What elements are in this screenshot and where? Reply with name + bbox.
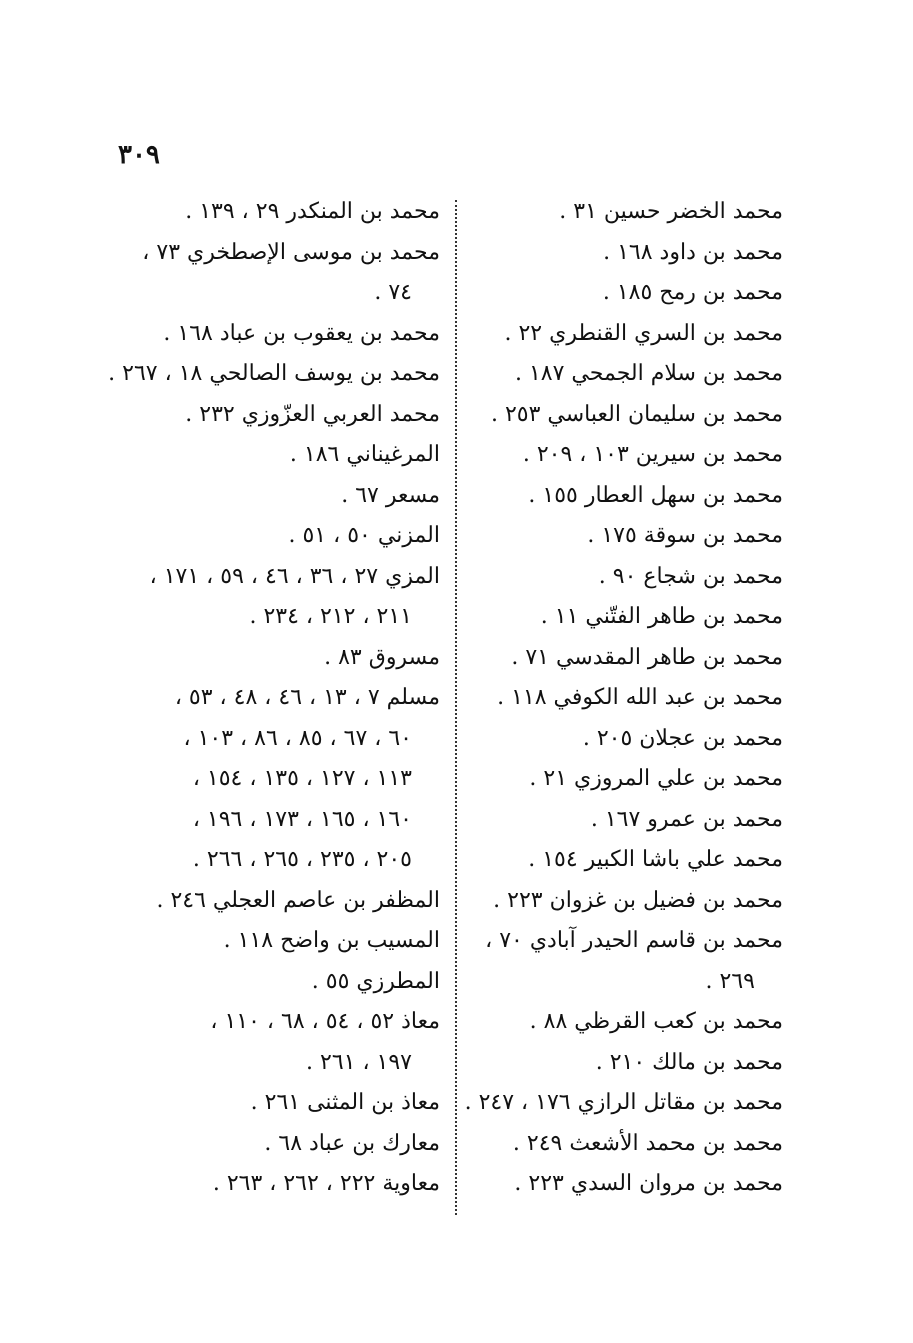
column-divider bbox=[455, 200, 457, 1215]
index-entry: مسعر ٦٧ . bbox=[341, 482, 440, 508]
index-entry: محمد بن علي المروزي ٢١ . bbox=[529, 766, 783, 791]
index-entry: محمد العربي العزّوزي ٢٣٢ . bbox=[185, 401, 440, 427]
index-entry: محمد بن مروان السدي ٢٢٣ . bbox=[514, 1171, 783, 1196]
index-entry: محمد بن محمد الأشعث ٢٤٩ . bbox=[512, 1130, 783, 1156]
index-entry: محمد بن طاهر الفتّني ١١ . bbox=[540, 604, 783, 629]
index-entry-continuation: ١١٣ ، ١٢٧ ، ١٣٥ ، ١٥٤ ، bbox=[192, 766, 412, 791]
index-entry: محمد بن عمرو ١٦٧ . bbox=[590, 806, 783, 832]
index-entry: محمد بن كعب القرظي ٨٨ . bbox=[529, 1009, 783, 1034]
index-entry: محمد بن سهل العطار ١٥٥ . bbox=[528, 482, 783, 508]
index-entry: المظفر بن عاصم العجلي ٢٤٦ . bbox=[156, 887, 440, 913]
index-entry: محمد بن سليمان العباسي ٢٥٣ . bbox=[490, 401, 783, 427]
index-entry-continuation: ١٦٠ ، ١٦٥ ، ١٧٣ ، ١٩٦ ، bbox=[192, 806, 412, 832]
index-entry: المزني ٥٠ ، ٥١ . bbox=[288, 523, 440, 548]
index-entry: محمد بن طاهر المقدسي ٧١ . bbox=[511, 644, 783, 670]
index-entry-continuation: ٢٠٥ ، ٢٣٥ ، ٢٦٥ ، ٢٦٦ . bbox=[192, 847, 412, 872]
index-entry: محمد بن المنكدر ٢٩ ، ١٣٩ . bbox=[185, 199, 440, 224]
index-entry: المطرزي ٥٥ . bbox=[311, 968, 440, 994]
index-entry: محمد بن سيرين ١٠٣ ، ٢٠٩ . bbox=[522, 442, 783, 467]
index-entry: مسروق ٨٣ . bbox=[324, 644, 440, 670]
index-column-right bbox=[443, 192, 783, 1205]
index-entry: محمد علي باشا الكبير ١٥٤ . bbox=[528, 847, 783, 872]
index-entry: معاوية ٢٢٢ ، ٢٦٢ ، ٢٦٣ . bbox=[212, 1171, 440, 1196]
index-entry: محمد بن فضيل بن غزوان ٢٢٣ . bbox=[493, 887, 783, 913]
index-entry-continuation: ٦٠ ، ٦٧ ، ٨٥ ، ٨٦ ، ١٠٣ ، bbox=[183, 725, 412, 751]
index-entry: محمد بن رمح ١٨٥ . bbox=[602, 280, 783, 305]
index-entry: معارك بن عباد ٦٨ . bbox=[264, 1130, 440, 1156]
index-entry: محمد بن عجلان ٢٠٥ . bbox=[582, 725, 783, 751]
index-entry: محمد بن مقاتل الرازي ١٧٦ ، ٢٤٧ . bbox=[464, 1090, 783, 1115]
index-entry: معاذ ٥٢ ، ٥٤ ، ٦٨ ، ١١٠ ، bbox=[210, 1009, 440, 1034]
index-entry: مسلم ٧ ، ١٣ ، ٤٦ ، ٤٨ ، ٥٣ ، bbox=[174, 685, 440, 710]
index-entry: المزي ٢٧ ، ٣٦ ، ٤٦ ، ٥٩ ، ١٧١ ، bbox=[149, 563, 440, 589]
index-column-left bbox=[95, 192, 440, 1205]
index-entry-continuation: ٢٦٩ . bbox=[705, 968, 755, 994]
index-entry: محمد الخضر حسين ٣١ . bbox=[559, 199, 783, 224]
index-entry: محمد بن سلام الجمحي ١٨٧ . bbox=[514, 361, 783, 386]
index-entry: المسيب بن واضح ١١٨ . bbox=[223, 928, 440, 953]
page-number: ٣٠٩ bbox=[118, 140, 160, 170]
index-entry: محمد بن السري القنطري ٢٢ . bbox=[504, 320, 783, 346]
index-entry: محمد بن يعقوب بن عباد ١٦٨ . bbox=[163, 320, 440, 346]
index-entry: محمد بن مالك ٢١٠ . bbox=[595, 1049, 783, 1075]
index-entry: محمد بن شجاع ٩٠ . bbox=[598, 563, 783, 589]
index-entry: محمد بن قاسم الحيدر آبادي ٧٠ ، bbox=[485, 928, 783, 953]
index-entry: معاذ بن المثنى ٢٦١ . bbox=[250, 1090, 440, 1115]
index-entry-continuation: ١٩٧ ، ٢٦١ . bbox=[306, 1049, 412, 1075]
index-entry: محمد بن عبد الله الكوفي ١١٨ . bbox=[497, 685, 783, 710]
index-entry: محمد بن موسى الإصطخري ٧٣ ، bbox=[142, 239, 440, 265]
index-entry: محمد بن يوسف الصالحي ١٨ ، ٢٦٧ . bbox=[108, 361, 440, 386]
index-entry-continuation: ٢١١ ، ٢١٢ ، ٢٣٤ . bbox=[249, 604, 412, 629]
index-entry: محمد بن سوقة ١٧٥ . bbox=[587, 523, 783, 548]
index-entry: المرغيناني ١٨٦ . bbox=[289, 442, 440, 467]
index-entry-continuation: ٧٤ . bbox=[374, 280, 412, 305]
index-entry: محمد بن داود ١٦٨ . bbox=[603, 239, 783, 265]
